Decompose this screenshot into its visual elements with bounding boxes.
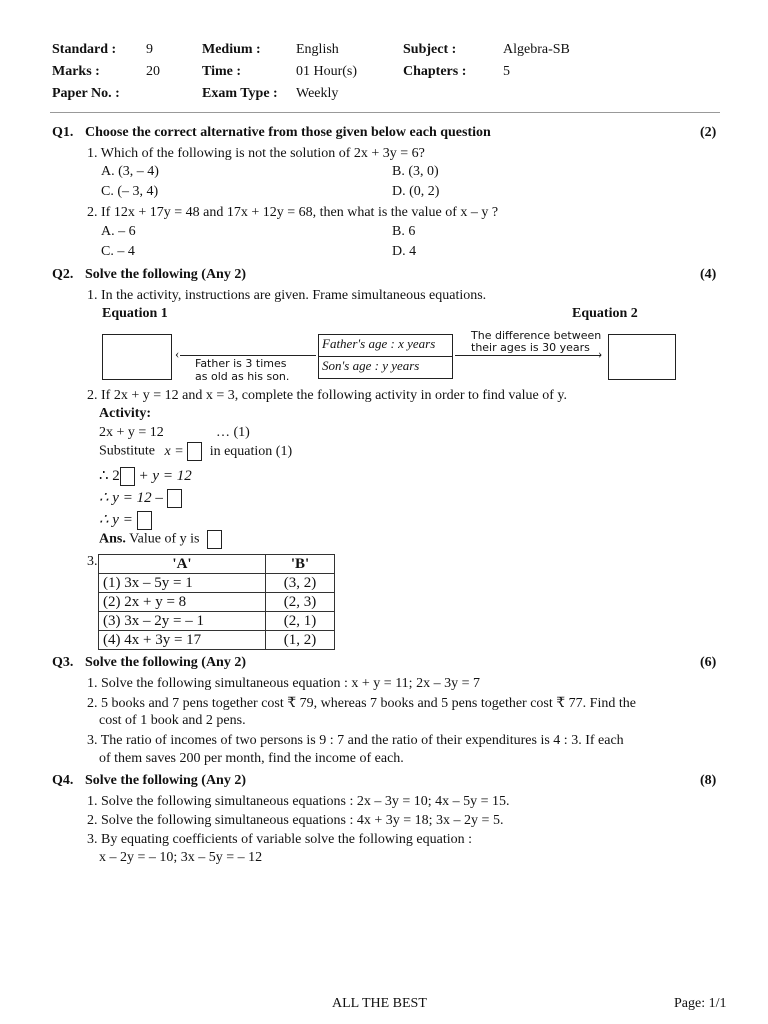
q2-marks: (4): [700, 267, 717, 282]
match-header-b: 'B': [266, 555, 335, 574]
activity-label: Activity:: [99, 406, 152, 421]
right-arrow-note-2: their ages is 30 years: [471, 341, 590, 354]
match-header-a: 'A': [99, 555, 266, 574]
match-cell-b: (3, 2): [266, 574, 335, 593]
paper-no-label: Paper No. :: [52, 86, 120, 101]
step-1-answer-box[interactable]: [120, 467, 135, 486]
step-1-line: [99, 466, 192, 486]
substitute-post-text: in equation (1): [209, 443, 293, 459]
activity-equation: 2x + y = 12: [99, 425, 164, 440]
substitute-answer-box[interactable]: [187, 442, 202, 461]
q1-number: Q1.: [52, 125, 74, 140]
q4-marks: (8): [700, 773, 717, 788]
right-arrow-note-1: The difference between: [471, 329, 602, 342]
q3-item-3-line-1: 3. The ratio of incomes of two persons is 9 : 7 and the ratio of their expenditures is 4 : 3. If each: [87, 733, 624, 748]
match-table-header: [99, 555, 335, 574]
q4-number: Q4.: [52, 773, 74, 788]
match-cell-a: (2) 2x + y = 8: [99, 593, 266, 612]
answer-line: [99, 530, 222, 549]
step-1-post: + y = 12: [138, 468, 192, 484]
q1-item-1: 1. Which of the following is not the solution of 2x + 3y = 6?: [87, 146, 425, 161]
left-arrow-head-icon: ‹: [175, 346, 180, 361]
q2-item-3-number: 3.: [87, 554, 98, 569]
q3-item-2-line-1: 2. 5 books and 7 pens together cost ₹ 79, whereas 7 books and 5 pens together cost ₹ 77. Find the: [87, 696, 636, 711]
son-age-text: Son's age : y years: [322, 358, 420, 373]
time-label: Time :: [202, 64, 242, 79]
subject-label: Subject :: [403, 42, 457, 57]
step-1-pre: ∴ 2: [99, 468, 120, 484]
ages-box: [318, 334, 453, 379]
exam-type-label: Exam Type :: [202, 86, 278, 101]
left-arrow-line: [180, 355, 316, 356]
marks-label: Marks :: [52, 64, 100, 79]
standard-value: 9: [146, 42, 153, 57]
q3-marks: (6): [700, 655, 717, 670]
q1-2-option-a: A. – 6: [101, 224, 136, 239]
marks-value: 20: [146, 64, 160, 79]
match-cell-b: (1, 2): [266, 631, 335, 650]
medium-label: Medium :: [202, 42, 261, 57]
answer-box[interactable]: [207, 530, 222, 549]
left-arrow-note-1: Father is 3 times: [195, 357, 287, 370]
match-cell-b: (2, 1): [266, 612, 335, 631]
q4-item-3-line-2: x – 2y = – 10; 3x – 5y = – 12: [99, 850, 263, 865]
q4-item-3-line-1: 3. By equating coefficients of variable solve the following equation :: [87, 832, 473, 847]
answer-text: Value of y is: [129, 531, 200, 547]
time-value: 01 Hour(s): [296, 64, 358, 79]
subject-value: Algebra-SB: [503, 42, 570, 57]
header-divider: [50, 112, 720, 113]
q1-2-option-b: B. 6: [392, 224, 416, 239]
q2-item-2: 2. If 2x + y = 12 and x = 3, complete the following activity in order to find value of y.: [87, 388, 568, 403]
step-2-answer-box[interactable]: [167, 489, 182, 508]
answer-label: Ans.: [99, 531, 126, 547]
match-cell-a: (4) 4x + 3y = 17: [99, 631, 266, 650]
q1-2-option-c: C. – 4: [101, 244, 135, 259]
match-cell-a: (3) 3x – 2y = – 1: [99, 612, 266, 631]
q3-item-3-line-2: of them saves 200 per month, find the income of each.: [99, 751, 404, 766]
standard-label: Standard :: [52, 42, 117, 57]
q3-item-1: 1. Solve the following simultaneous equation : x + y = 11; 2x – 3y = 7: [87, 676, 480, 691]
chapters-label: Chapters :: [403, 64, 467, 79]
activity-equation-ref: … (1): [216, 425, 250, 440]
right-arrow-line: [455, 355, 601, 356]
equation-1-label: Equation 1: [102, 306, 168, 321]
substitute-x: x =: [164, 443, 184, 459]
q3-number: Q3.: [52, 655, 74, 670]
q1-1-option-b: B. (3, 0): [392, 164, 439, 179]
step-3-text: ∴ y =: [99, 512, 133, 528]
step-2-line: [99, 488, 182, 508]
table-row: [99, 574, 335, 593]
match-cell-a: (1) 3x – 5y = 1: [99, 574, 266, 593]
match-table: [98, 554, 335, 650]
chapters-value: 5: [503, 64, 510, 79]
q1-marks: (2): [700, 125, 717, 140]
equation-1-answer-box[interactable]: [102, 334, 172, 380]
ages-box-divider: [319, 356, 452, 357]
match-cell-b: (2, 3): [266, 593, 335, 612]
q1-title: Choose the correct alternative from those given below each question: [85, 125, 491, 140]
right-arrow-head-icon: ›: [598, 346, 603, 361]
substitute-text: Substitute: [99, 443, 156, 459]
step-2-text: ∴ y = 12 –: [99, 490, 163, 506]
q4-item-1: 1. Solve the following simultaneous equations : 2x – 3y = 10; 4x – 5y = 15.: [87, 794, 510, 809]
step-3-line: [99, 510, 152, 530]
equation-2-label: Equation 2: [572, 306, 638, 321]
closing-text: ALL THE BEST: [332, 996, 427, 1011]
q1-1-option-a: A. (3, – 4): [101, 164, 159, 179]
q2-item-1: 1. In the activity, instructions are given. Frame simultaneous equations.: [87, 288, 487, 303]
q2-number: Q2.: [52, 267, 74, 282]
q1-1-option-d: D. (0, 2): [392, 184, 440, 199]
q2-title: Solve the following (Any 2): [85, 267, 246, 282]
exam-type-value: Weekly: [296, 86, 339, 101]
equation-2-answer-box[interactable]: [608, 334, 676, 380]
q3-title: Solve the following (Any 2): [85, 655, 246, 670]
table-row: [99, 593, 335, 612]
q4-title: Solve the following (Any 2): [85, 773, 246, 788]
table-row: [99, 631, 335, 650]
q1-1-option-c: C. (– 3, 4): [101, 184, 159, 199]
q1-item-2: 2. If 12x + 17y = 48 and 17x + 12y = 68, then what is the value of x – y ?: [87, 205, 499, 220]
left-arrow-note-2: as old as his son.: [195, 370, 290, 383]
q3-item-2-line-2: cost of 1 book and 2 pens.: [99, 713, 246, 728]
father-age-text: Father's age : x years: [322, 336, 436, 351]
medium-value: English: [296, 42, 339, 57]
substitute-line: [99, 442, 292, 461]
step-3-answer-box[interactable]: [137, 511, 152, 530]
q1-2-option-d: D. 4: [392, 244, 417, 259]
q4-item-2: 2. Solve the following simultaneous equations : 4x + 3y = 18; 3x – 2y = 5.: [87, 813, 504, 828]
page-number: Page: 1/1: [674, 996, 727, 1011]
table-row: [99, 612, 335, 631]
